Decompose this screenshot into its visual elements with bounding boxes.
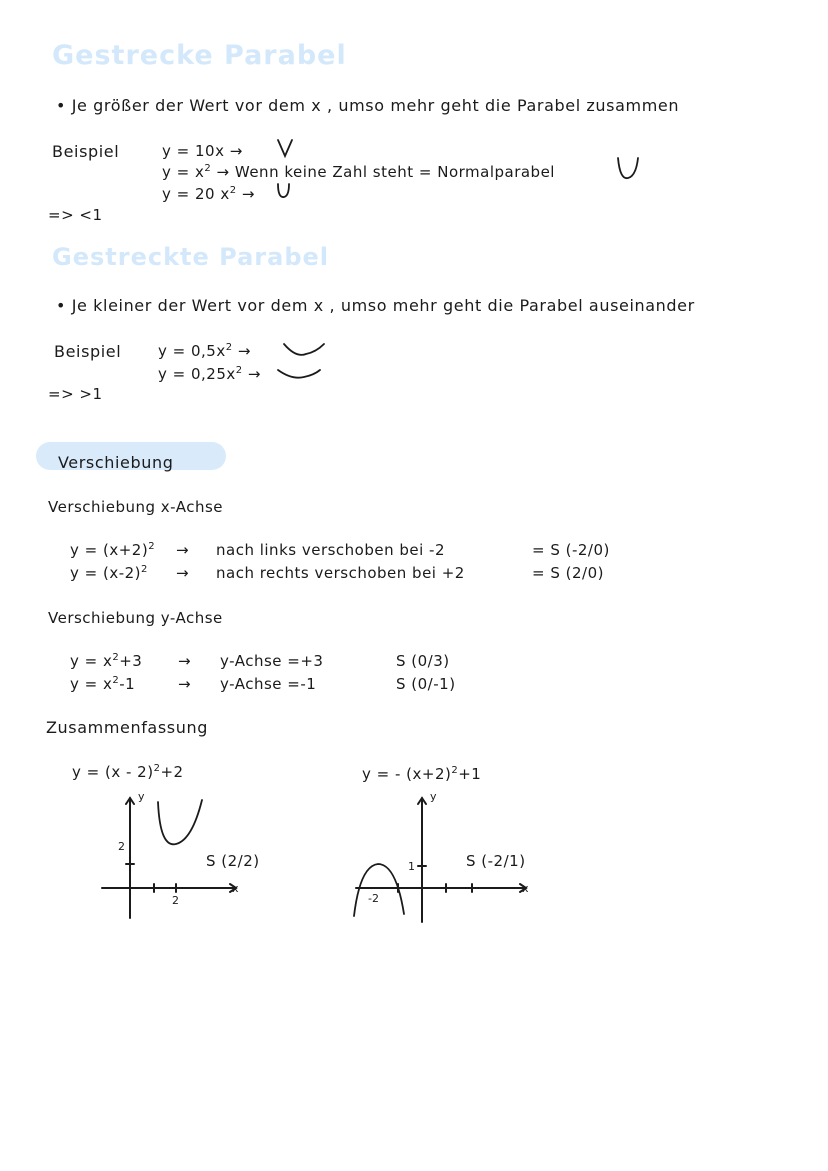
x-shift-desc-1: nach links verschoben bei -2 xyxy=(216,541,446,559)
vertex-left: S (2/2) xyxy=(206,852,260,870)
normal-parabola-sketch xyxy=(616,156,640,182)
bullet-larger-value: • Je größer der Wert vor dem x , umso mehr geht die Parabel zusammen xyxy=(56,96,680,115)
superscript: 2 xyxy=(148,541,156,552)
example-20x-squared xyxy=(162,185,255,203)
formula: y = (x-2) xyxy=(70,564,142,582)
arrow-icon: → xyxy=(176,541,190,559)
formula: y = 10x xyxy=(162,142,225,160)
x-shift-row-2 xyxy=(70,564,148,582)
superscript: 2 xyxy=(141,564,148,575)
y-shift-desc-1: y-Achse =+3 xyxy=(220,652,324,670)
superscript: 2 xyxy=(451,765,459,776)
x-shift-desc-2: nach rechts verschoben bei +2 xyxy=(216,564,465,582)
formula: y = - (x+2) xyxy=(362,765,452,783)
arrow-icon: → xyxy=(216,163,230,181)
superscript: 2 xyxy=(204,163,212,174)
arrow-icon: → xyxy=(247,365,261,383)
y-axis-heading: Verschiebung y-Achse xyxy=(48,609,223,627)
formula: y = (x - 2) xyxy=(72,763,154,781)
arrow-icon: → xyxy=(178,675,192,693)
summary-right-formula xyxy=(362,765,481,783)
narrow-parabola-sketch xyxy=(276,138,296,158)
superscript: 2 xyxy=(112,675,120,686)
y-shift-row-2 xyxy=(70,675,135,693)
formula: y = 0,5x xyxy=(158,342,226,360)
formula-offset: +1 xyxy=(458,765,482,783)
x-axis-heading: Verschiebung x-Achse xyxy=(48,498,224,516)
example-x-squared xyxy=(162,163,555,181)
superscript: 2 xyxy=(229,185,237,196)
example-label-2: Beispiel xyxy=(54,342,122,361)
section-title-gestreckte: Gestreckte Parabel xyxy=(52,243,329,271)
arrow-icon: → xyxy=(176,564,190,582)
x-axis-label: x xyxy=(232,882,239,895)
section-title-verschiebung: Verschiebung xyxy=(58,453,174,472)
formula-offset: +2 xyxy=(160,763,184,781)
y-shift-desc-2: y-Achse =-1 xyxy=(220,675,317,693)
formula-offset: -1 xyxy=(119,675,136,693)
y-tick-label: 2 xyxy=(118,840,125,853)
bullet-smaller-value: • Je kleiner der Wert vor dem x , umso mehr geht die Parabel auseinander xyxy=(56,296,695,315)
arrow-icon: → xyxy=(178,652,192,670)
y-axis-label: y xyxy=(430,790,437,803)
formula: y = 0,25x xyxy=(158,365,236,383)
parabola-curve xyxy=(354,864,404,916)
vertex-right: S (-2/1) xyxy=(466,852,526,870)
arrow-icon: → xyxy=(229,142,243,160)
example-05x-squared xyxy=(158,342,251,360)
y-tick-label: 1 xyxy=(408,860,415,873)
formula: y = 20 x xyxy=(162,185,230,203)
parabola-curve xyxy=(158,800,202,844)
y-axis-label: y xyxy=(138,790,145,803)
example-10x xyxy=(162,142,243,160)
formula: y = x xyxy=(70,652,113,670)
formula: y = x xyxy=(70,675,113,693)
narrow-parabola-sketch-2 xyxy=(276,182,292,200)
superscript: 2 xyxy=(112,652,120,663)
superscript: 2 xyxy=(153,763,161,774)
formula: y = x xyxy=(162,163,205,181)
summary-left-formula xyxy=(72,763,184,781)
wider-parabola-sketch xyxy=(276,366,324,380)
y-shift-result-1: S (0/3) xyxy=(396,652,450,670)
x-shift-result-2: = S (2/0) xyxy=(532,564,604,582)
y-shift-result-2: S (0/-1) xyxy=(396,675,456,693)
section-title-gestrecke: Gestrecke Parabel xyxy=(52,40,347,71)
y-shift-row-1 xyxy=(70,652,142,670)
x-tick-label: 2 xyxy=(172,894,179,907)
formula-offset: +3 xyxy=(119,652,143,670)
superscript: 2 xyxy=(225,342,233,353)
summary-heading: Zusammenfassung xyxy=(46,718,208,737)
rule-greater-than-one: => >1 xyxy=(48,385,103,403)
wide-parabola-sketch xyxy=(282,340,328,358)
x-tick-label: -2 xyxy=(368,892,379,905)
x-shift-row-1 xyxy=(70,541,155,559)
x-axis-label: x xyxy=(522,882,529,895)
arrow-icon: → xyxy=(237,342,251,360)
x-shift-result-1: = S (-2/0) xyxy=(532,541,610,559)
formula: y = (x+2) xyxy=(70,541,149,559)
example-025x-squared xyxy=(158,365,261,383)
arrow-icon: → xyxy=(241,185,255,203)
rule-less-than-one: => <1 xyxy=(48,206,103,224)
example-label: Beispiel xyxy=(52,142,120,161)
superscript: 2 xyxy=(235,365,243,376)
normalparabel-note: Wenn keine Zahl steht = Normalparabel xyxy=(234,163,555,181)
